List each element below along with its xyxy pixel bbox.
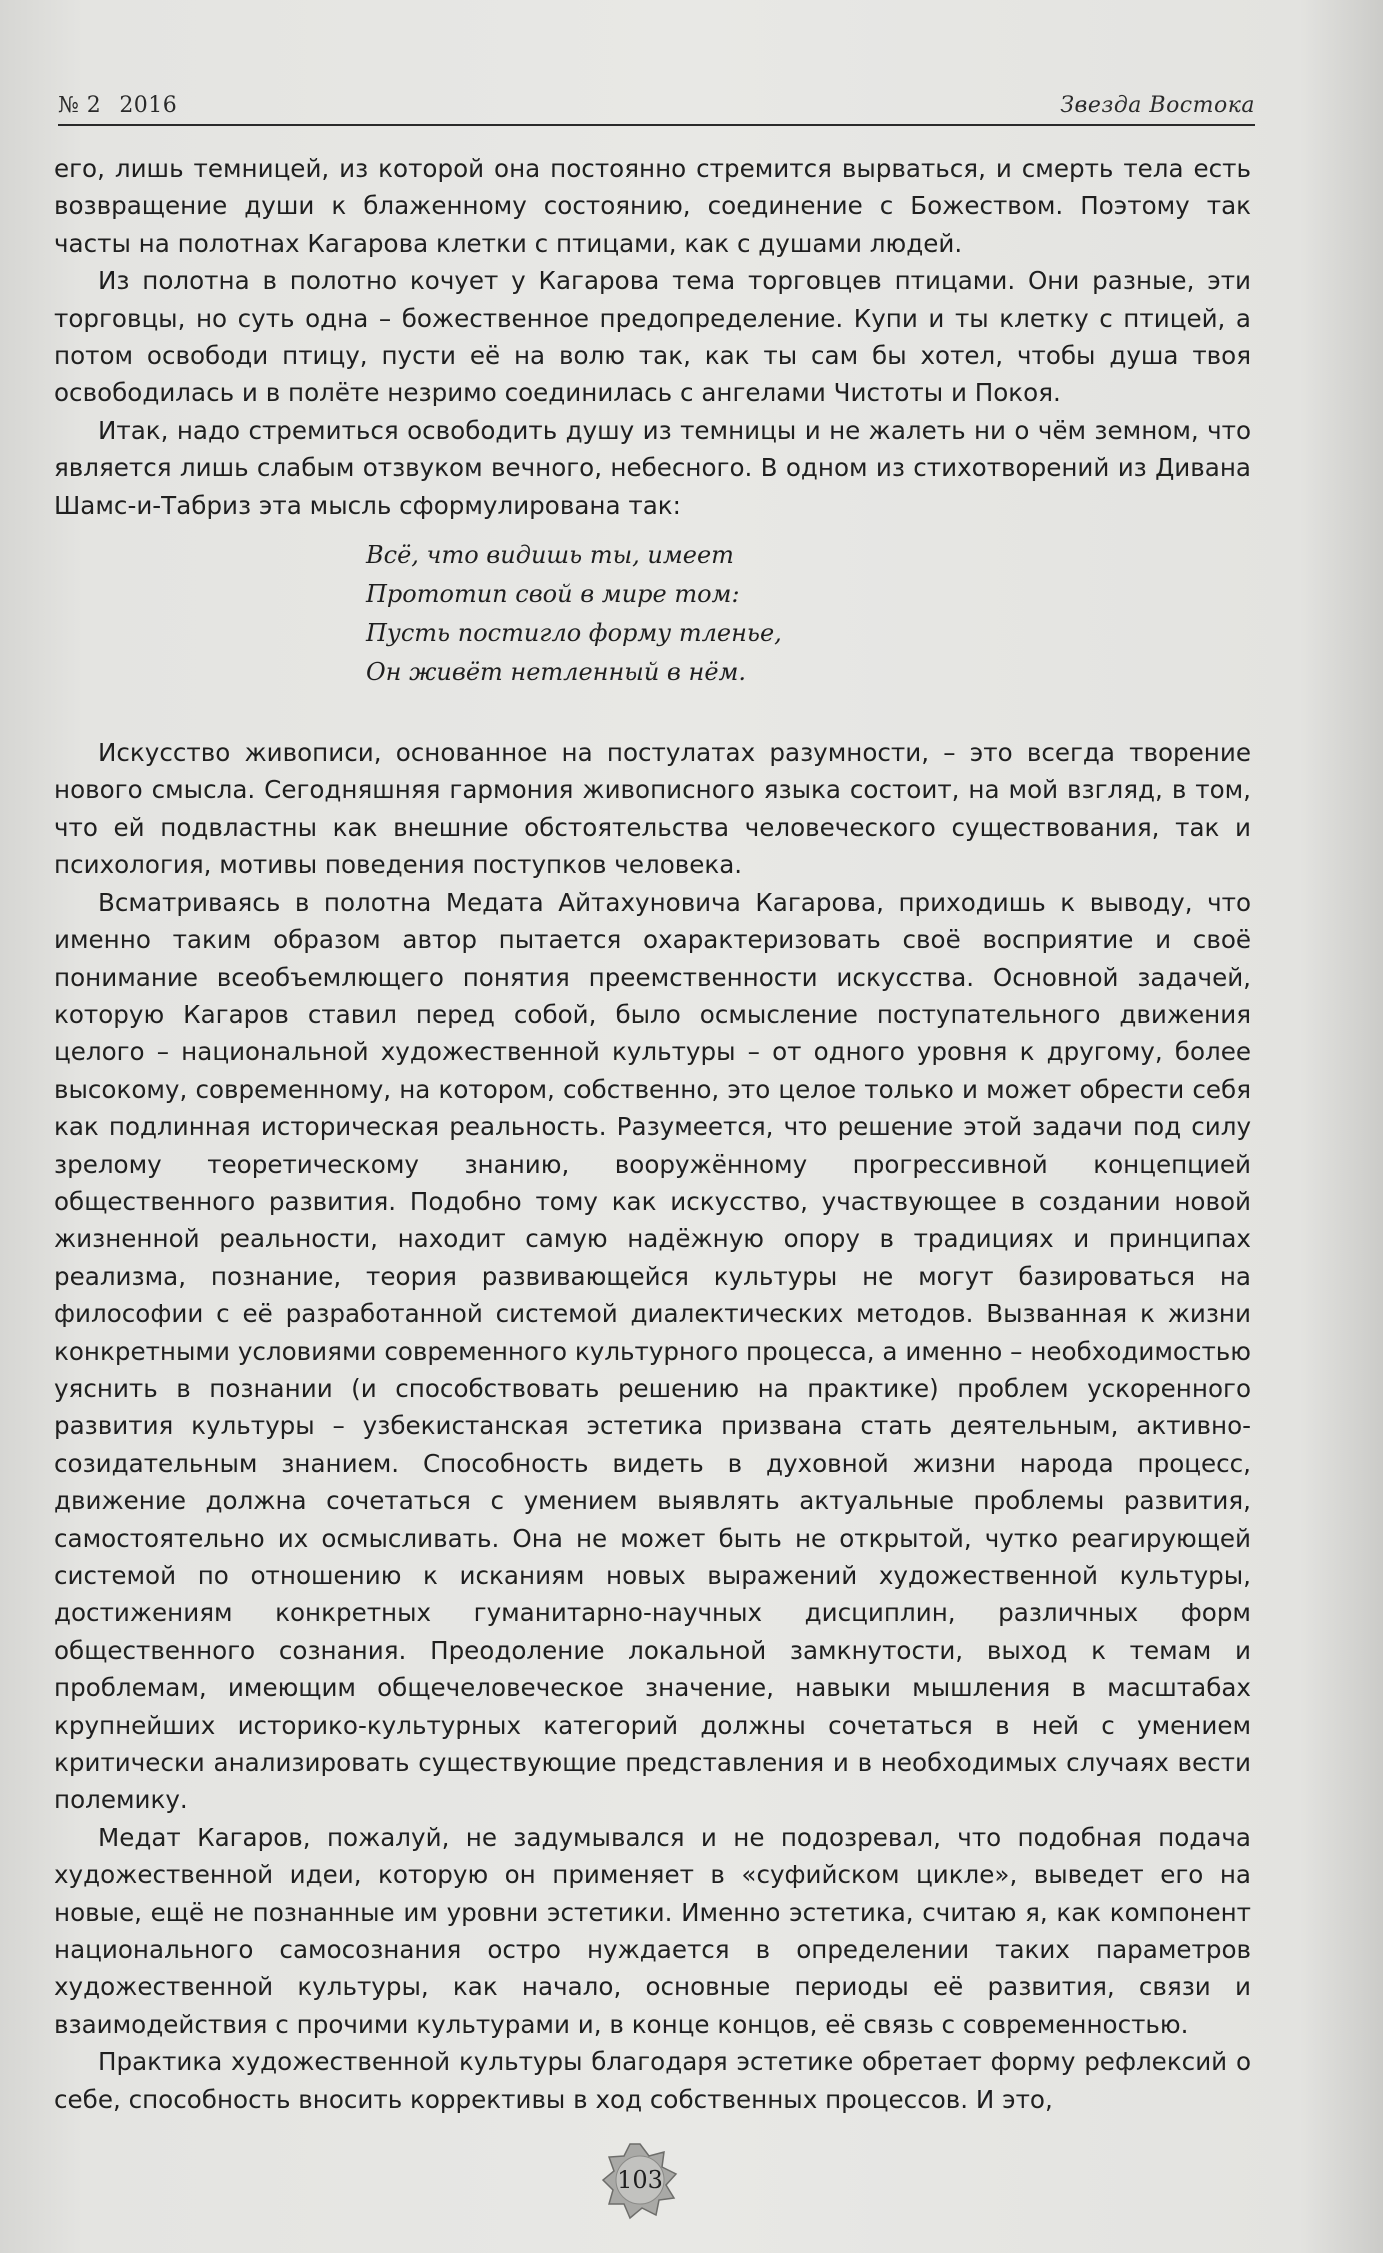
running-header — [58, 78, 1255, 126]
issue-year: 2016 — [119, 93, 178, 118]
issue-number: № 2 — [58, 93, 102, 118]
paragraph: Всматриваясь в полотна Медата Айтахуновича Кагарова, приходишь к выводу, что именно таким образом автор пытается охарактеризовать своё восприятие и своё понимание всеобъемлющего понятия преемственности искусства. Основной задачей, которую Кагаров ставил перед собой, было осмысление поступательного движения целого – национальной художественной культуры – от одного уровня к другому, более высокому, современному, на котором, собственно, это целое только и может обрести себя как подлинная историческая реальность. Разумеется, что решение этой задачи под силу зрелому теоретическому знанию, вооружённому прогрессивной концепцией общественного развития. Подобно тому как искусство, участвующее в создании новой жизненной реальности, находит самую надёжную опору в традициях и принципах реализма, познание, теория развивающейся культуры не могут базироваться на философии с её разработанной системой диалектических методов. Вызванная к жизни конкретными условиями современного культурного процесса, а именно – необходимостью уяснить в познании (и способствовать решению на практике) проблем ускоренного развития культуры – узбекистанская эстетика призвана стать деятельным, активно-созидательным знанием. Способность видеть в духовной жизни народа процесс, движение должна сочетаться с умением выявлять актуальные проблемы развития, самостоятельно их осмысливать. Она не может быть не открытой, чутко реагирующей системой по отношению к исканиям новых выражений художественной культуры, достижениям конкретных гуманитарно-научных дисциплин, различных форм общественного сознания. Преодоление локальной замкнутости, выход к темам и проблемам, имеющим общечеловеческое значение, навыки мышления в масштабах крупнейших историко-культурных категорий должны сочетаться в ней с умением критически анализировать существующие представления и в необходимых случаях вести полемику. — [54, 887, 1251, 1815]
paragraph: его, лишь темницей, из которой она постоянно стремится вырваться, и смерть тела есть возвращение души к блаженному состоянию, соединение с Божеством. Поэтому так часты на полотнах Кагарова клетки с птицами, как с душами людей. — [54, 154, 1251, 258]
paragraph: Искусство живописи, основанное на постулатах разумности, – это всегда творение нового смысла. Сегодняшняя гармония живописного языка состоит, на мой взгляд, в том, что ей подвластны как внешние обстоятельства человеческого существования, так и психология, мотивы поведения поступков человека. — [54, 738, 1251, 880]
paragraph: Медат Кагаров, пожалуй, не задумывался и не подозревал, что подобная подача художественной идеи, которую он применяет в «суфийском цикле», выведет его на новые, ещё не познанные им уровни эстетики. Именно эстетика, считаю я, как компонент национального самосознания остро нуждается в определении таких параметров художественной культуры, как начало, основные периоды её развития, связи и взаимодействия с прочими культурами и, в конце концов, её связь с современностью. — [54, 1822, 1251, 2039]
poem-line: Пусть постигло форму тленье, — [366, 619, 782, 648]
issue-info — [58, 93, 177, 118]
page-footer — [600, 2140, 680, 2220]
paragraph: Практика художественной культуры благодаря эстетике обретает форму рефлексий о себе, способность вносить коррективы в ход собственных процессов. И это, — [54, 2047, 1251, 2114]
paragraph: Из полотна в полотно кочует у Кагарова тема торговцев птицами. Они разные, эти торговцы, но суть одна – божественное предопределение. Купи и ты клетку с птицей, а потом освободи птицу, пусти её на волю так, как ты сам бы хотел, чтобы душа твоя освободилась и в полёте незримо соединилась с ангелами Чистоты и Покоя. — [54, 266, 1251, 408]
poem-line: Прототип свой в мире том: — [366, 580, 740, 609]
journal-title: Звезда Востока — [1060, 93, 1255, 118]
poem-line: Всё, что видишь ты, имеет — [366, 541, 734, 570]
poem-quote — [366, 536, 1251, 692]
paragraph: Итак, надо стремиться освободить душу из темницы и не жалеть ни о чём земном, что является лишь слабым отзвуком вечного, небесного. В одном из стихотворений из Дивана Шамс-и-Табриз эта мысль сформулирована так: — [54, 415, 1251, 520]
poem-line: Он живёт нетленный в нём. — [366, 658, 747, 687]
page-number: 103 — [617, 2166, 663, 2194]
article-body — [54, 150, 1251, 2118]
